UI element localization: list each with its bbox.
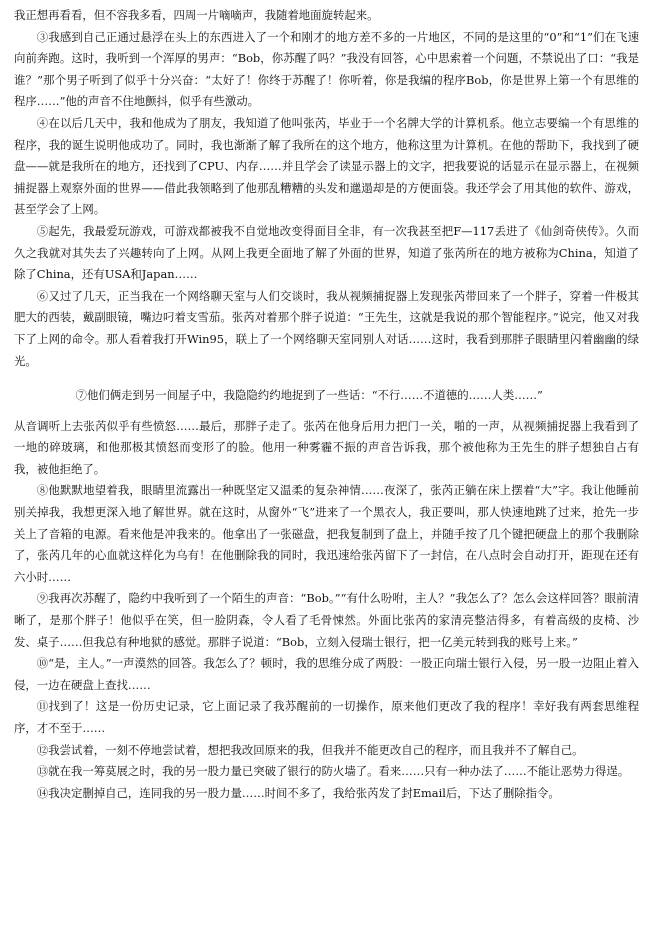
paragraph-7-continuation: 从音调听上去张芮似乎有些愤怒……最后，那胖子走了。张芮在他身后用力把门一关，啪的一声，从视频捕捉器上我看到了一地的碎玻璃，和他那极其愤怒而变形了的脸。他用一种雾霾不振的声音告诉我，那个被他称为王先生的胖子想独自占有我，被他拒绝了。 [14,418,639,476]
paragraph-7: ⑦他们俩走到另一间屋子中，我隐隐约约地捉到了一些话：“不行……不道德的……人类……” [75,388,543,403]
paragraph-gap [14,372,639,381]
paragraph-3: ③我感到自己正通过悬浮在头上的东西进入了一个和刚才的地方差不多的一片地区，不同的是这里的“0”和“1”们在飞速向前奔跑。这时，我听到一个浑厚的男声：“Bob，你苏醒了吗？”我没有回答，心中思索着一个问题，不禁说出了口：“我是谁？”那个男子听到了似乎十分兴奋：“太好了！你终于苏醒了！你听着，你是我编的程序Bob，你是世界上第一个有思维的程序……”他的声音不住地颤抖，似乎有些激动。 [14,29,639,109]
paragraph-gap [14,407,639,416]
paragraph-8: ⑧他默默地望着我，眼睛里流露出一种既坚定又温柔的复杂神情……夜深了，张芮正躺在床上摆着“大”字。我让他睡前别关掉我，我想更深入地了解世界。就在这时，从窗外“飞”进来了一个黑衣人，我正要叫，那人快速地跳了过来，抢先一步关上了音箱的电源。看来他是冲我来的。他拿出了一张磁盘，把我复制到了盘上，并随手按了几个键把硬盘上的那个我删除了，张芮几年的心血就这样化为乌有！在他删除我的同时，我迅速给张芮留下了一封信，在八点时会自动打开，距现在还有六小时…… [14,483,639,584]
paragraph-14: ⑭我决定删掉自己，连同我的另一股力量……时间不多了，我给张芮发了封Email后，下达了删除指令。 [36,785,560,800]
paragraph-5: ⑤起先，我最爱玩游戏，可游戏都被我不自觉地改变得面目全非，有一次我甚至把F—117丢进了《仙剑奇侠传》。久而久之我就对其失去了兴趣转向了上网。从网上我更全面地了解了外面的世界，知道了张芮所在的地方被称为China，知道了除了China，还有USA和Japan…… [14,223,639,282]
paragraph-9: ⑨我再次苏醒了，隐约中我听到了一个陌生的声音：“Bob。”“有什么吩咐，主人？”我怎么了？怎么会这样回答？眼前清晰了，是那个胖子！他似乎在笑，但一脸阴森，令人看了毛骨悚然。外面比张芮的家清亮整洁得多，有着高级的皮椅、沙发、桌子……但我总有种地狱的感觉。那胖子说道：“Bob，立刻入侵瑞士银行，把一亿美元转到我的账号上来。” [14,591,639,649]
paragraph-6: ⑥又过了几天，正当我在一个网络聊天室与人们交谈时，我从视频捕捉器上发现张芮带回来了一个胖子，穿着一件极其肥大的西装，戴副眼镜，嘴边叼着支雪茄。张芮对着那个胖子说道：“王先生，这就是我说的那个智能程序。”说完，他又对我下了上网的命令。那人看着我打开Win95，联上了一个网络聊天室同别人对话……这时，我看到那胖子眼睛里闪着幽幽的绿光。 [14,288,639,368]
paragraph-continuation: 我正想再看看，但不容我多看，四周一片嘀嘀声，我随着地面旋转起来。 [14,8,379,22]
paragraph-11: ⑪找到了！这是一份历史记录，它上面记录了我苏醒前的一切操作，原来他们更改了我的程序！幸好我有两套思维程序，才不至于…… [14,699,639,735]
paragraph-13: ⑬就在我一筹莫展之时，我的另一股力量已突破了银行的防火墙了。看来……只有一种办法了……不能让恶势力得逞。 [36,764,630,779]
paragraph-4: ④在以后几天中，我和他成为了朋友，我知道了他叫张芮，毕业于一个名牌大学的计算机系。他立志要编一个有思维的程序，我的诞生说明他成功了。同时，我也渐渐了解了我所在的这个地方，他称这里为计算机。在他的帮助下，我找到了硬盘——就是我所在的地方，还找到了CPU、内存……并且学会了读显示器上的文字，把我要说的话显示在显示器上，在视频捕捉器上观察外面的世界——借此我领略到了他那乱糟糟的头发和邋遢却是的方便面袋。我还学会了用其他的软件、游戏，甚至学会了上网。 [14,115,639,217]
paragraph-10: ⑩“是，主人。”一声漠然的回答。我怎么了？顿时，我的思维分成了两股：一股正向瑞士银行入侵，另一股一边阻止着入侵，一边在硬盘上查找…… [14,656,639,692]
paragraph-12: ⑫我尝试着，一刻不停地尝试着，想把我改回原来的我，但我并不能更改自己的程序，而且我并不了解自己。 [36,742,584,757]
